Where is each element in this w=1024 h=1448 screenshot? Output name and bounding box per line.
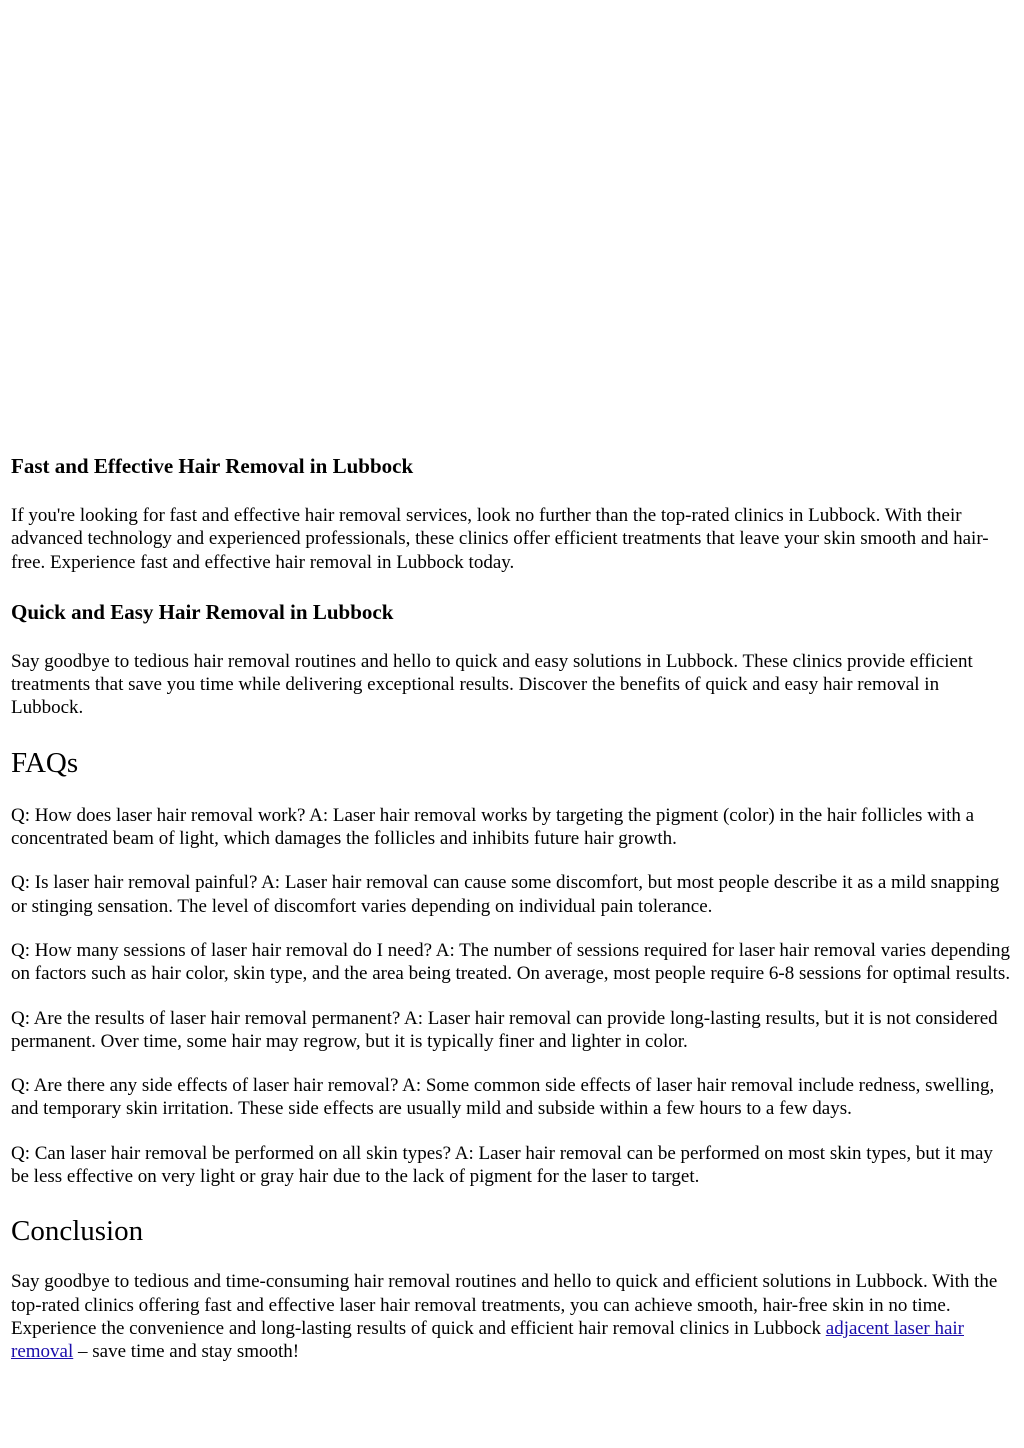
faq-item: Q: How does laser hair removal work? A: Laser hair removal works by targeting the pigment (color) in the hair follicles with a concentrated beam of light, which damages the follicles and inhibits future hair growth. <box>11 804 975 850</box>
laser-hair-removal-link[interactable]: adjacent laser hair removal <box>11 1317 964 1363</box>
fast-effective-heading: Fast and Effective Hair Removal in Lubbock <box>11 454 414 478</box>
faq-item: Q: Can laser hair removal be performed on all skin types? A: Laser hair removal can be performed on most skin types, but it may be less effective on very light or gray hair due to the lack of pigment for the laser to target. <box>11 1142 993 1188</box>
quick-easy-heading: Quick and Easy Hair Removal in Lubbock <box>11 599 394 624</box>
quick-easy-paragraph: Say goodbye to tedious hair removal routines and hello to quick and easy solutions in Lubbock. These clinics provide efficient treatments that save you time while delivering exceptional results. Discover the benefits of quick and easy hair removal in Lubbock. <box>11 650 973 719</box>
faq-item: Q: Is laser hair removal painful? A: Laser hair removal can cause some discomfort, but most people describe it as a mild snapping or stinging sensation. The level of discomfort varies depending on individual pain tolerance. <box>11 872 1000 917</box>
conclusion-text-before-link: Say goodbye to tedious and time-consuming hair removal routines and hello to quick and efficient solutions in Lubbock. With the top-rated clinics offering fast and effective laser hair removal treatments, you can achieve smooth, hair-free skin in no time. Experience the convenience and long-lasting results of quick and efficient hair removal clinics in Lubbock <box>11 1271 998 1339</box>
conclusion-text-after-link: – save time and stay smooth! <box>73 1341 300 1363</box>
faq-item: Q: How many sessions of laser hair removal do I need? A: The number of sessions required for laser hair removal varies depending on factors such as hair color, skin type, and the area being treated. On average, most people require 6-8 sessions for optimal results. <box>11 939 1011 985</box>
conclusion-paragraph <box>11 1270 1015 1363</box>
article <box>11 454 1015 1364</box>
faq-item: Q: Are there any side effects of laser hair removal? A: Some common side effects of laser hair removal include redness, swelling, and temporary skin irritation. These side effects are usually mild and subside within a few hours to a few days. <box>11 1075 995 1120</box>
faqs-heading: FAQs <box>11 746 79 779</box>
fast-effective-paragraph: If you're looking for fast and effective hair removal services, look no further than the top-rated clinics in Lubbock. With their advanced technology and experienced professionals, these clinics offer efficient treatments that leave your skin smooth and hair-free. Experience fast and effective hair removal in Lubbock today. <box>11 505 989 573</box>
faq-item: Q: Are the results of laser hair removal permanent? A: Laser hair removal can provide long-lasting results, but it is not considered permanent. Over time, some hair may regrow, but it is typically finer and lighter in color. <box>11 1007 998 1052</box>
conclusion-heading: Conclusion <box>11 1215 144 1248</box>
